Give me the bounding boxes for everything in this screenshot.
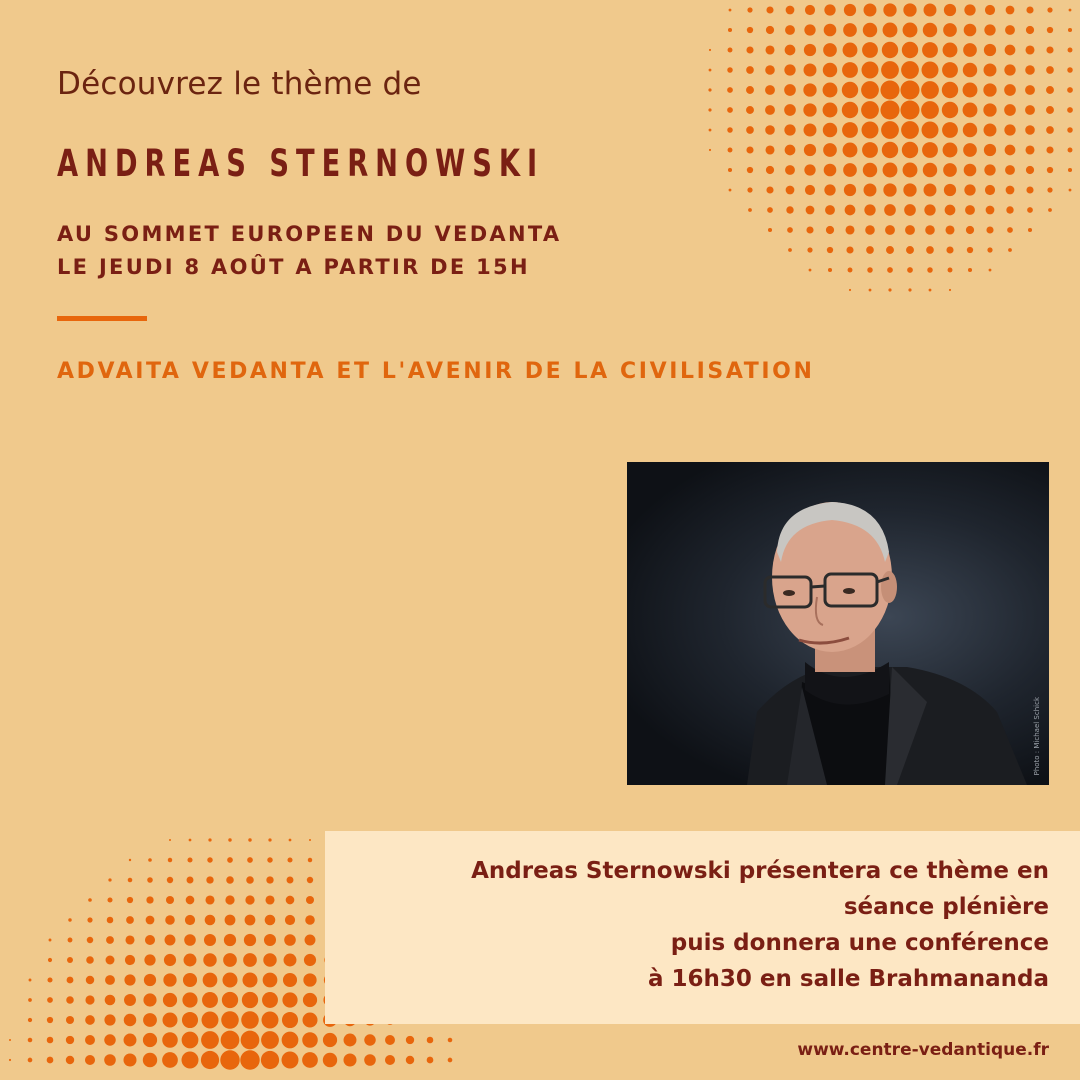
speaker-portrait-image — [627, 462, 1049, 785]
website-link[interactable]: www.centre-vedantique.fr — [797, 1040, 1049, 1060]
accent-divider — [57, 316, 147, 321]
info-line-3: puis donnera une conférence — [670, 930, 1049, 956]
speaker-photo — [627, 462, 1049, 785]
info-line-2: séance plénière — [843, 894, 1049, 920]
info-line-1: Andreas Sternowski présentera ce thème en — [471, 858, 1049, 884]
info-line-4: à 16h30 en salle Brahmananda — [648, 966, 1049, 992]
event-line-1: AU SOMMET EUROPEEN DU VEDANTA — [57, 222, 562, 246]
intro-text: Découvrez le thème de — [57, 66, 422, 102]
theme-title: ADVAITA VEDANTA ET L'AVENIR DE LA CIVILISATION — [57, 359, 815, 384]
event-line-2: LE JEUDI 8 AOÛT A PARTIR DE 15H — [57, 255, 530, 279]
photo-credit: Photo : Michael Schick — [1033, 696, 1041, 775]
speaker-name: ANDREAS STERNOWSKI — [57, 142, 545, 185]
halftone-dots-top-right — [680, 0, 1080, 300]
